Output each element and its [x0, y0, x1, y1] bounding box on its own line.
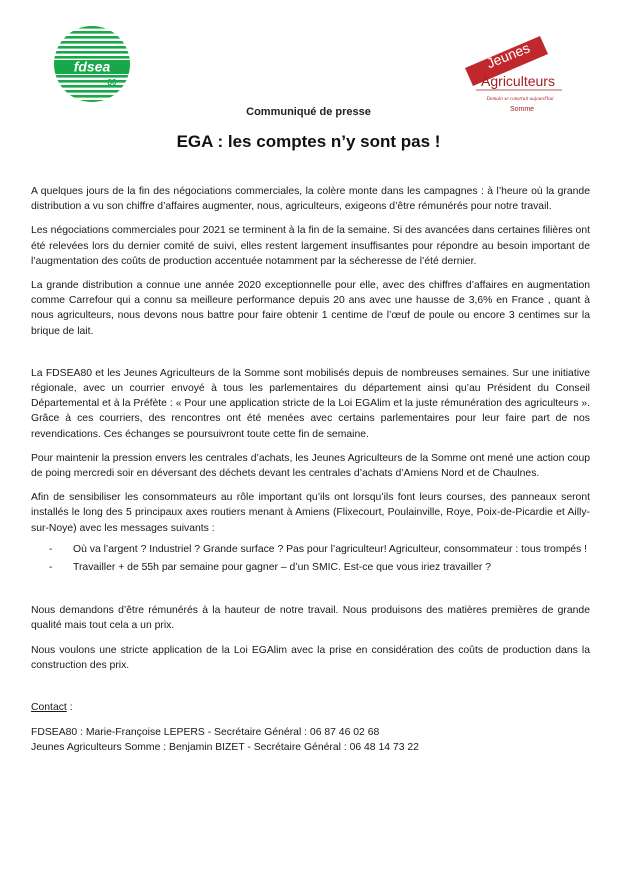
paragraph-distribution: La grande distribution a connue une année 2020 exceptionnelle pour elle, avec des chiffres d’affaires en augmentation comme Carrefour qui a connu sa meilleure performance depuis 20 ans avec une hausse de 3,6% en France , quant à nous agriculteurs, nous devons nous battre pour faire obtenir 1 centime de l’œuf de poule ou encore 3 centimes sur la brique de lait.: [31, 280, 590, 337]
contact-fdsea: FDSEA80 : Marie-Françoise LEPERS - Secrétaire Général : 06 87 46 02 68: [31, 727, 380, 739]
messages-list: [31, 542, 590, 575]
bullet-dash: -: [49, 543, 53, 555]
contact-ja: Jeunes Agriculteurs Somme : Benjamin BIZET - Secrétaire Général : 06 48 14 73 22: [31, 742, 419, 754]
fdsea-logo-number: 80: [107, 78, 117, 87]
ja-logo-line2: Agriculteurs: [481, 73, 555, 89]
paragraph-demand: Nous demandons d’être rémunérés à la hauteur de notre travail. Nous produisons des matières premières de grande qualité mais tout cela a un prix.: [31, 605, 590, 632]
contact-heading-row: [31, 700, 590, 715]
ja-logo-line1: Jeunes: [484, 39, 533, 72]
contact-heading: Contact: [31, 702, 67, 714]
press-release-label: Communiqué de presse: [246, 106, 371, 118]
bullet-dash: -: [49, 562, 53, 574]
paragraph-action: Pour maintenir la pression envers les centrales d’achats, les Jeunes Agriculteurs de la Somme ont mené une action coup de poing mercredi soir en déversant des déchets devant les centrales d’achats d’Amiens Nord et de Chaulnes.: [31, 452, 590, 480]
paragraph-mobilisation: La FDSEA80 et les Jeunes Agriculteurs de la Somme sont mobilisés depuis de nombreuses semaines. Sur une initiative régionale, avec un courrier envoyé à tous les parlementaires du département ainsi qu’au Président du Conseil Départemental et à la Préfète : « Pour une application stricte de la Loi EGAlim et la juste rémunération des agriculteurs ». Grâce à ces courriers, des rencontres ont été menées avec certains parlementaires pour leur faire part de nos revendications. Ces échanges se poursuivront toute cette fin de semaine.: [31, 367, 590, 440]
list-item: [31, 542, 590, 557]
section-gap: [31, 585, 590, 603]
paragraph-egalim: Nous voulons une stricte application de la Loi EGAlim avec la prise en considération des coûts de production dans la construction des prix.: [31, 644, 590, 671]
paragraph-negotiations: Les négociations commerciales pour 2021 se terminent à la fin de la semaine. Si des avancées dans certaines filières ont été relevées lors du dernier comité de suivi, elles restent largement insuffisantes pour répondre au besoin important de l’augmentation des coûts de production accentuée notamment par la sécheresse de l’été dernier.: [31, 225, 590, 267]
ja-logo-region: Somme: [509, 106, 535, 113]
section-gap: [31, 348, 590, 366]
page-title: EGA : les comptes n’y sont pas !: [176, 132, 441, 151]
fdsea-logo-name: fdsea: [73, 58, 111, 75]
section-gap: [31, 682, 590, 700]
list-item: [31, 560, 590, 575]
contact-heading-suffix: :: [66, 702, 73, 714]
document-body: [31, 184, 590, 756]
paragraph-intro: A quelques jours de la fin des négociations commerciales, la colère monte dans les campagnes : à l’heure où la grande distribution a vu son chiffre d’affaires augmenter, nous, agriculteurs, exigeons d’être rémunérés pour notre travail.: [31, 186, 590, 213]
ja-logo-tagline: Demain se construit aujourd'hui: [486, 96, 554, 102]
paragraph-panels: Afin de sensibiliser les consommateurs au rôle important qu’ils ont lorsqu’ils font leurs courses, des panneaux seront installés le long des 5 principaux axes routiers menant à Amiens (Flixecourt, Poulainville, Roye, Poix-de-Picardie et Ailly-sur-Noye) avec les messages suivants :: [31, 492, 590, 534]
fdsea-logo: [52, 23, 132, 105]
list-item-text: Où va l’argent ? Industriel ? Grande surface ? Pas pour l’agriculteur! Agriculteur, consommateur : tous trompés !: [73, 543, 588, 555]
list-item-text: Travailler + de 55h par semaine pour gagner – d’un SMIC. Est-ce que vous iriez travailler ?: [73, 562, 492, 574]
